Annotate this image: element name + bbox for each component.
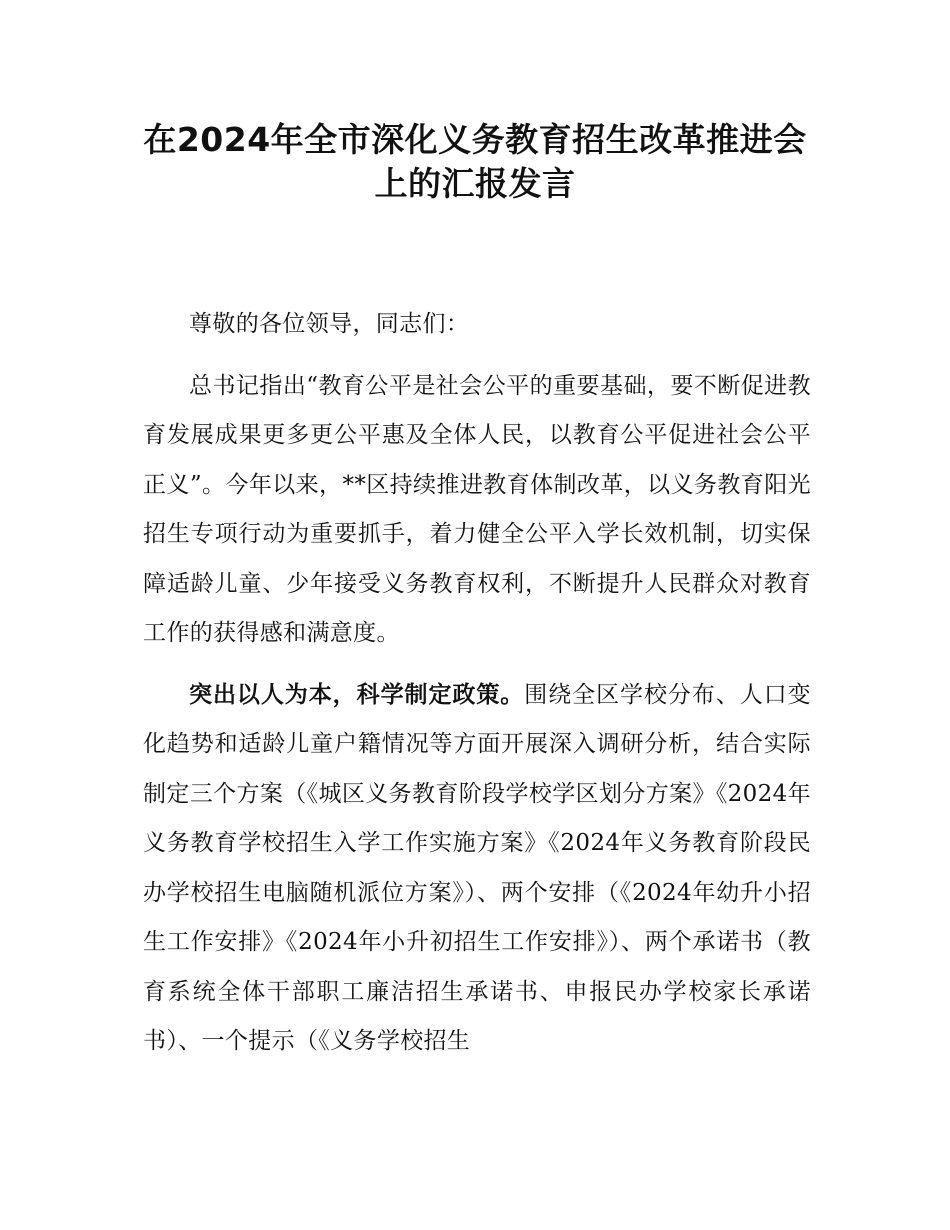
paragraph-intro: 总书记指出“教育公平是社会公平的重要基础，要不断促进教育发展成果更多更公平惠及全体人民，以教育公平促进社会公平正义”。今年以来，**区持续推进教育体制改革，以义务教育阳光招生专项行动为重要抓手，着力健全公平入学长效机制，切实保障适龄儿童、少年接受义务教育权利，不断提升人民群众对教育工作的获得感和满意度。 xyxy=(143,372,811,646)
title-line-1: 在2024年全市深化义务教育招生改革推进会 xyxy=(143,120,807,159)
document-body xyxy=(143,300,811,1067)
salutation: 尊敬的各位领导，同志们： xyxy=(189,311,470,337)
paragraph-policy xyxy=(143,671,811,1067)
document-title xyxy=(120,118,830,206)
title-line-2: 上的汇报发言 xyxy=(374,164,576,203)
paragraph-lead-heading: 突出以人为本，科学制定政策。 xyxy=(189,681,525,708)
paragraph-policy-text: 围绕全区学校分布、人口变化趋势和适龄儿童户籍情况等方面开展深入调研分析，结合实际制定三个方案（《城区义务教育阶段学校学区划分方案》《2024年义务教育学校招生入学工作实施方案》《2024年义务教育阶段民办学校招生电脑随机派位方案》）、两个安排（《2024年幼升小招生工作安排》《2024年小升初招生工作安排》）、两个承诺书（教育系统全体干部职工廉洁招生承诺书、申报民办学校家长承诺书）、一个提示（《义务学校招生 xyxy=(143,681,812,1054)
